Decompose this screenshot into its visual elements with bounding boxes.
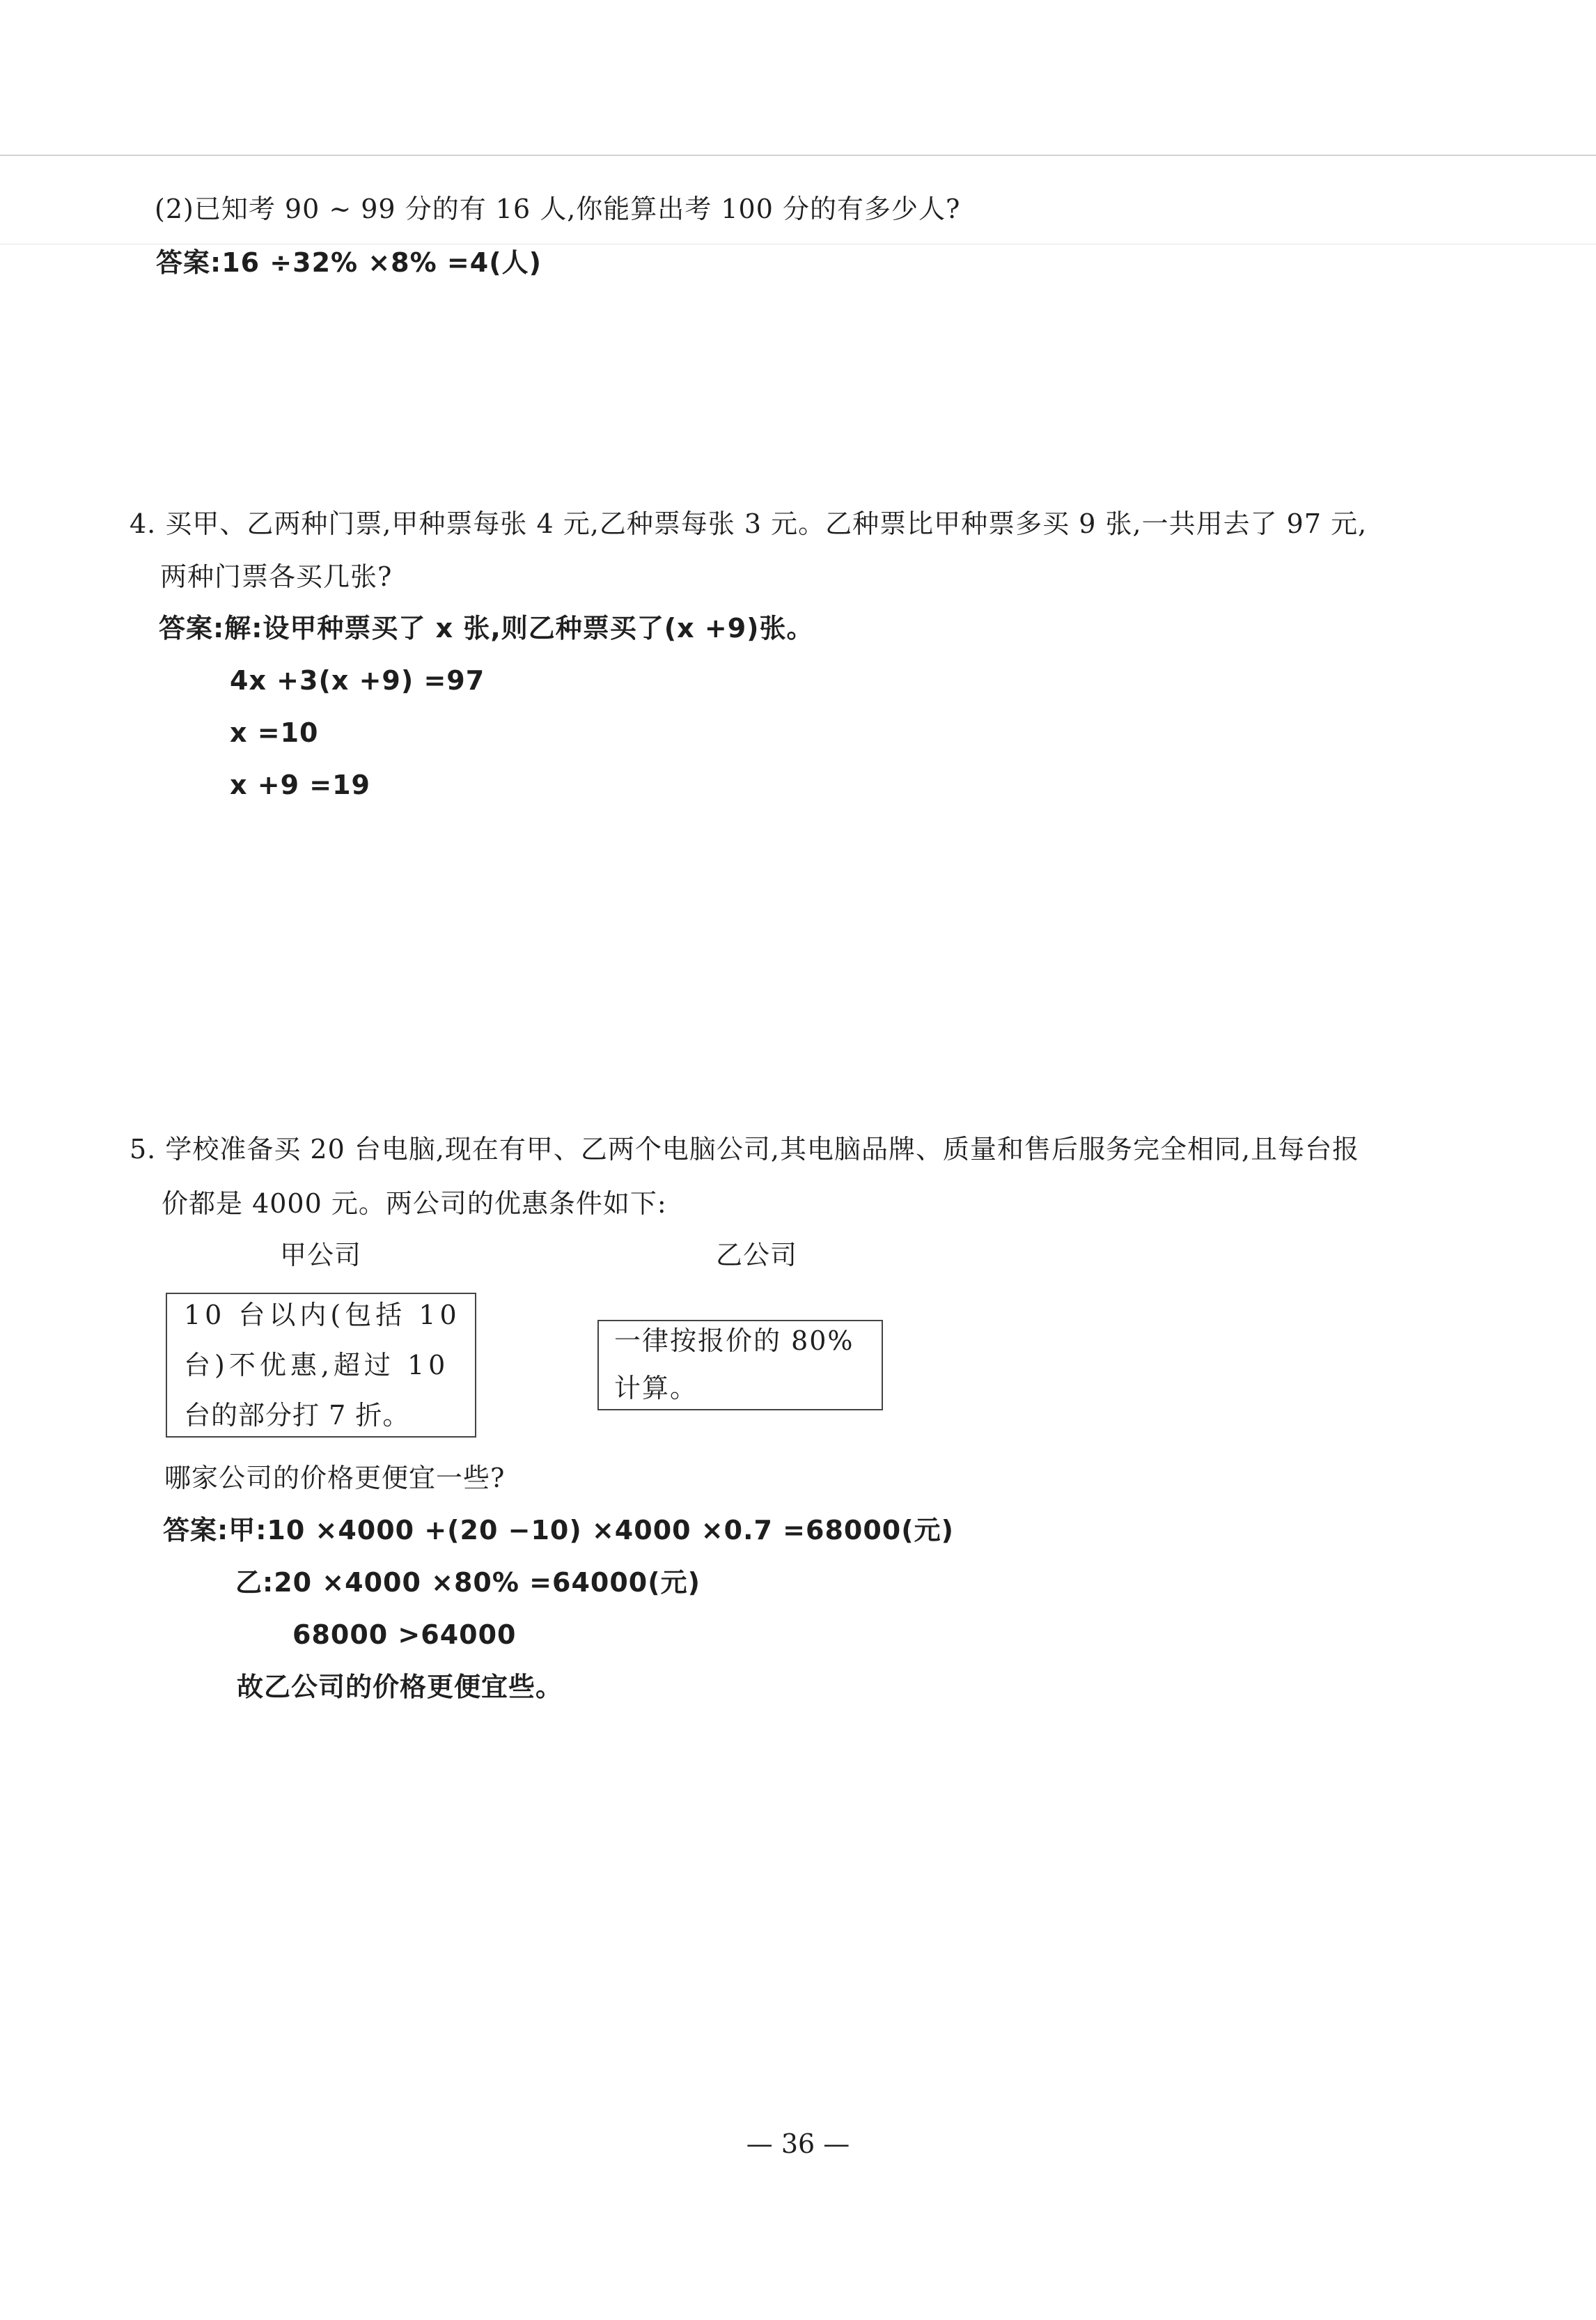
q5-answer-line2: 乙:20 ×4000 ×80% =64000(元) <box>235 1567 701 1598</box>
q4-answer-line4: x +9 =19 <box>230 770 370 800</box>
q5-question-line2: 价都是 4000 元。两公司的优惠条件如下: <box>162 1188 667 1219</box>
q5-question-line3: 哪家公司的价格更便宜一些? <box>164 1463 506 1493</box>
q5-answer-line1: 答案:甲:10 ×4000 +(20 −10) ×4000 ×0.7 =68000(元) <box>163 1515 954 1546</box>
company-b-label: 乙公司 <box>716 1240 798 1270</box>
q5-question-line1: 5. 学校准备买 20 台电脑,现在有甲、乙两个电脑公司,其电脑品牌、质量和售后服务完全相同,且每台报 <box>130 1134 1360 1165</box>
q4-answer-line1: 答案:解:设甲种票买了 x 张,则乙种票买了(x +9)张。 <box>159 613 814 644</box>
top-rule <box>0 155 1596 156</box>
q4-answer-line3: x =10 <box>230 717 319 748</box>
company-b-offer-box <box>597 1320 883 1410</box>
company-a-label: 甲公司 <box>280 1240 362 1270</box>
q3-part2-question: (2)已知考 90 ~ 99 分的有 16 人,你能算出考 100 分的有多少人? <box>155 194 961 224</box>
company-a-offer-line2: 台)不优惠,超过 10 <box>184 1350 450 1380</box>
q4-question-line2: 两种门票各买几张? <box>160 561 393 592</box>
page-number: — 36 — <box>746 2128 850 2159</box>
company-a-offer-line3: 台的部分打 7 折。 <box>184 1400 410 1431</box>
q4-answer-line2: 4x +3(x +9) =97 <box>230 665 485 696</box>
q5-answer-line3: 68000 >64000 <box>292 1619 517 1650</box>
company-a-offer-line1: 10 台以内(包括 10 <box>184 1300 461 1330</box>
company-b-offer-line2: 计算。 <box>614 1373 698 1403</box>
q4-question-line1: 4. 买甲、乙两种门票,甲种票每张 4 元,乙种票每张 3 元。乙种票比甲种票多买 9 张,一共用去了 97 元, <box>130 508 1368 539</box>
company-a-offer-box <box>166 1293 476 1438</box>
q5-answer-line4: 故乙公司的价格更便宜些。 <box>237 1672 563 1702</box>
company-b-offer-line1: 一律按报价的 80% <box>614 1325 854 1356</box>
q3-part2-answer: 答案:16 ÷32% ×8% =4(人) <box>156 247 542 278</box>
